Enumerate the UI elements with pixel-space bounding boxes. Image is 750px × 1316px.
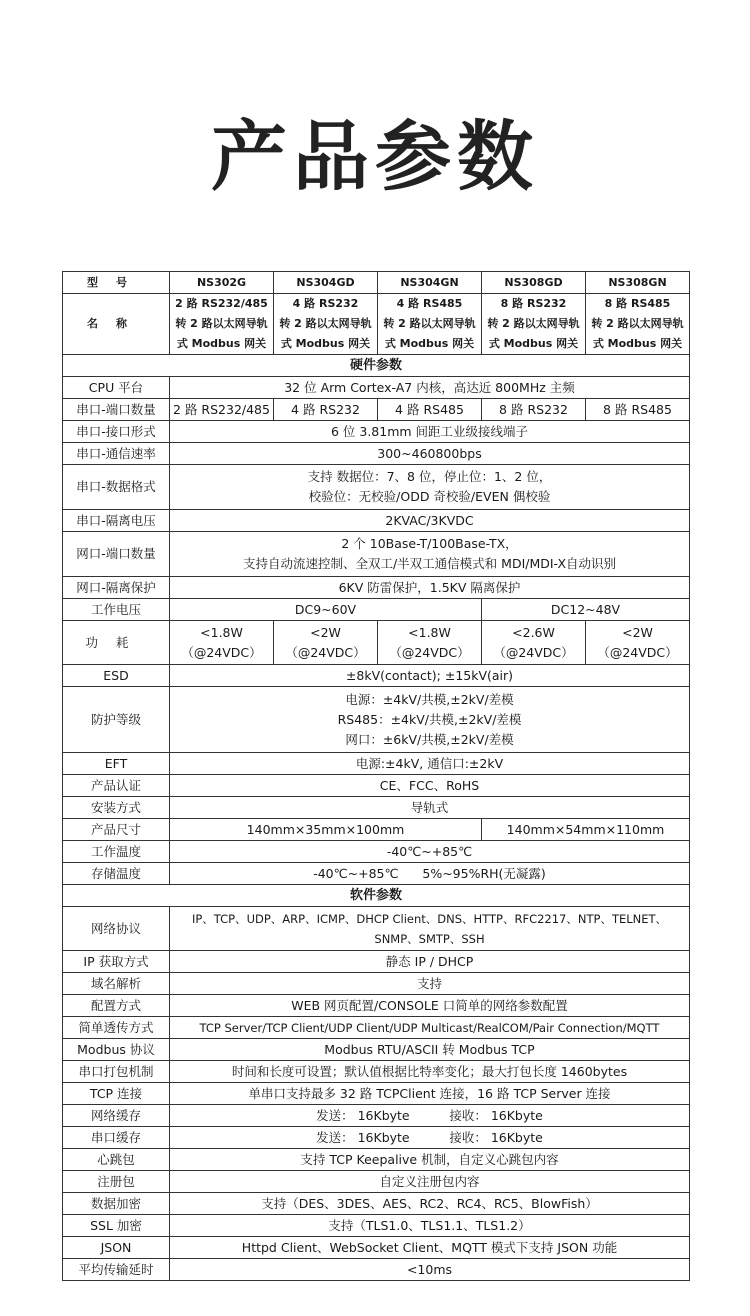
model-ns302g: NS302G	[170, 272, 274, 294]
serial-ports-ns304gd: 4 路 RS232	[274, 399, 378, 421]
row-storage-temp	[63, 863, 690, 885]
voltage-value-2: DC12~48V	[482, 599, 690, 621]
name-ns308gn: 8 路 RS485 转 2 路以太网导轨 式 Modbus 网关	[586, 294, 690, 355]
name-row	[63, 294, 690, 355]
row-serial-buffer	[63, 1127, 690, 1149]
page-title: 产品参数	[211, 112, 539, 201]
packing-value: 时间和长度可设置；默认值根据比特率变化；最大打包长度 1460bytes	[170, 1061, 690, 1083]
hardware-section-title: 硬件参数	[63, 355, 690, 377]
serial-ports-label: 串口-端口数量	[63, 399, 170, 421]
protection-value: 电源：±4kV/共模,±2kV/差模 RS485：±4kV/共模,±2kV/差模 网口：±6kV/共模,±2kV/差模	[170, 687, 690, 753]
size-label: 产品尺寸	[63, 819, 170, 841]
register-value: 自定义注册包内容	[170, 1171, 690, 1193]
voltage-value-1: DC9~60V	[170, 599, 482, 621]
power-ns302g: <1.8W （@24VDC）	[170, 621, 274, 665]
net-ports-label: 网口-端口数量	[63, 532, 170, 577]
row-ssl	[63, 1215, 690, 1237]
row-serial-ports	[63, 399, 690, 421]
voltage-label: 工作电压	[63, 599, 170, 621]
row-net-buffer	[63, 1105, 690, 1127]
cpu-label: CPU 平台	[63, 377, 170, 399]
esd-value: ±8kV(contact); ±15kV(air)	[170, 665, 690, 687]
power-ns304gd: <2W （@24VDC）	[274, 621, 378, 665]
modbus-label: Modbus 协议	[63, 1039, 170, 1061]
certification-value: CE、FCC、RoHS	[170, 775, 690, 797]
serial-interface-label: 串口-接口形式	[63, 421, 170, 443]
tcp-conn-value: 单串口支持最多 32 路 TCPClient 连接，16 路 TCP Server 连接	[170, 1083, 690, 1105]
row-tcp-conn	[63, 1083, 690, 1105]
power-label: 功耗	[63, 621, 170, 665]
net-ports-value: 2 个 10Base-T/100Base-TX， 支持自动流速控制、全双工/半双工通信模式和 MDI/MDI-X自动识别	[170, 532, 690, 577]
ssl-value: 支持（TLS1.0、TLS1.1、TLS1.2）	[170, 1215, 690, 1237]
packing-label: 串口打包机制	[63, 1061, 170, 1083]
row-size	[63, 819, 690, 841]
cpu-value: 32 位 Arm Cortex-A7 内核，高达近 800MHz 主频	[170, 377, 690, 399]
software-section-row	[63, 885, 690, 907]
name-ns304gd: 4 路 RS232 转 2 路以太网导轨 式 Modbus 网关	[274, 294, 378, 355]
serial-buffer-label: 串口缓存	[63, 1127, 170, 1149]
modbus-value: Modbus RTU/ASCII 转 Modbus TCP	[170, 1039, 690, 1061]
work-temp-label: 工作温度	[63, 841, 170, 863]
row-packing	[63, 1061, 690, 1083]
esd-label: ESD	[63, 665, 170, 687]
model-ns308gn: NS308GN	[586, 272, 690, 294]
heartbeat-value: 支持 TCP Keepalive 机制，自定义心跳包内容	[170, 1149, 690, 1171]
register-label: 注册包	[63, 1171, 170, 1193]
row-protection	[63, 687, 690, 753]
storage-temp-label: 存储温度	[63, 863, 170, 885]
size-value-2: 140mm×54mm×110mm	[482, 819, 690, 841]
serial-buffer-value: 发送： 16Kbyte 接收： 16Kbyte	[170, 1127, 690, 1149]
protocols-value: IP、TCP、UDP、ARP、ICMP、DHCP Client、DNS、HTTP、RFC2217、NTP、TELNET、 SNMP、SMTP、SSH	[170, 907, 690, 951]
json-value: Httpd Client、WebSocket Client、MQTT 模式下支持 JSON 功能	[170, 1237, 690, 1259]
model-ns304gn: NS304GN	[378, 272, 482, 294]
serial-format-label: 串口-数据格式	[63, 465, 170, 510]
serial-isolation-value: 2KVAC/3KVDC	[170, 510, 690, 532]
certification-label: 产品认证	[63, 775, 170, 797]
ip-mode-value: 静态 IP / DHCP	[170, 951, 690, 973]
encryption-label: 数据加密	[63, 1193, 170, 1215]
serial-baud-label: 串口-通信速率	[63, 443, 170, 465]
row-config	[63, 995, 690, 1017]
protocols-label: 网络协议	[63, 907, 170, 951]
eft-value: 电源:±4kV, 通信口:±2kV	[170, 753, 690, 775]
model-label: 型号	[63, 272, 170, 294]
software-section-title: 软件参数	[63, 885, 690, 907]
serial-ports-ns308gd: 8 路 RS232	[482, 399, 586, 421]
row-modbus	[63, 1039, 690, 1061]
serial-baud-value: 300~460800bps	[170, 443, 690, 465]
ip-mode-label: IP 获取方式	[63, 951, 170, 973]
row-ip-mode	[63, 951, 690, 973]
row-esd	[63, 665, 690, 687]
json-label: JSON	[63, 1237, 170, 1259]
tcp-conn-label: TCP 连接	[63, 1083, 170, 1105]
row-certification	[63, 775, 690, 797]
row-net-protection	[63, 577, 690, 599]
power-ns304gn: <1.8W （@24VDC）	[378, 621, 482, 665]
row-eft	[63, 753, 690, 775]
net-protection-label: 网口-隔离保护	[63, 577, 170, 599]
dns-label: 域名解析	[63, 973, 170, 995]
row-net-ports	[63, 532, 690, 577]
name-ns308gd: 8 路 RS232 转 2 路以太网导轨 式 Modbus 网关	[482, 294, 586, 355]
row-work-temp	[63, 841, 690, 863]
row-mounting	[63, 797, 690, 819]
size-value-1: 140mm×35mm×100mm	[170, 819, 482, 841]
transparent-value: TCP Server/TCP Client/UDP Client/UDP Multicast/RealCOM/Pair Connection/MQTT	[170, 1017, 690, 1039]
mounting-label: 安装方式	[63, 797, 170, 819]
config-value: WEB 网页配置/CONSOLE 口简单的网络参数配置	[170, 995, 690, 1017]
serial-ports-ns304gn: 4 路 RS485	[378, 399, 482, 421]
config-label: 配置方式	[63, 995, 170, 1017]
model-row	[63, 272, 690, 294]
protection-label: 防护等级	[63, 687, 170, 753]
power-ns308gd: <2.6W （@24VDC）	[482, 621, 586, 665]
net-protection-value: 6KV 防雷保护，1.5KV 隔离保护	[170, 577, 690, 599]
serial-isolation-label: 串口-隔离电压	[63, 510, 170, 532]
row-serial-format	[63, 465, 690, 510]
row-power	[63, 621, 690, 665]
row-register	[63, 1171, 690, 1193]
transparent-label: 简单透传方式	[63, 1017, 170, 1039]
model-ns304gd: NS304GD	[274, 272, 378, 294]
serial-format-value: 支持 数据位：7、8 位，停止位：1、2 位， 校验位：无校验/ODD 奇校验/EVEN 偶校验	[170, 465, 690, 510]
encryption-value: 支持（DES、3DES、AES、RC2、RC4、RC5、BlowFish）	[170, 1193, 690, 1215]
ssl-label: SSL 加密	[63, 1215, 170, 1237]
serial-ports-ns302g: 2 路 RS232/485	[170, 399, 274, 421]
row-serial-isolation	[63, 510, 690, 532]
name-ns304gn: 4 路 RS485 转 2 路以太网导轨 式 Modbus 网关	[378, 294, 482, 355]
row-protocols	[63, 907, 690, 951]
spec-table	[62, 271, 690, 1281]
name-label: 名称	[63, 294, 170, 355]
hardware-section-row	[63, 355, 690, 377]
dns-value: 支持	[170, 973, 690, 995]
row-serial-interface	[63, 421, 690, 443]
power-ns308gn: <2W （@24VDC）	[586, 621, 690, 665]
serial-ports-ns308gn: 8 路 RS485	[586, 399, 690, 421]
latency-value: <10ms	[170, 1259, 690, 1281]
storage-temp-value: -40℃~+85℃ 5%~95%RH(无凝露)	[170, 863, 690, 885]
row-encryption	[63, 1193, 690, 1215]
name-ns302g: 2 路 RS232/485 转 2 路以太网导轨 式 Modbus 网关	[170, 294, 274, 355]
row-json	[63, 1237, 690, 1259]
net-buffer-label: 网络缓存	[63, 1105, 170, 1127]
mounting-value: 导轨式	[170, 797, 690, 819]
row-cpu	[63, 377, 690, 399]
row-heartbeat	[63, 1149, 690, 1171]
row-serial-baud	[63, 443, 690, 465]
latency-label: 平均传输延时	[63, 1259, 170, 1281]
row-voltage	[63, 599, 690, 621]
row-transparent	[63, 1017, 690, 1039]
work-temp-value: -40℃~+85℃	[170, 841, 690, 863]
serial-interface-value: 6 位 3.81mm 间距工业级接线端子	[170, 421, 690, 443]
model-ns308gd: NS308GD	[482, 272, 586, 294]
row-dns	[63, 973, 690, 995]
heartbeat-label: 心跳包	[63, 1149, 170, 1171]
eft-label: EFT	[63, 753, 170, 775]
net-buffer-value: 发送： 16Kbyte 接收： 16Kbyte	[170, 1105, 690, 1127]
row-latency	[63, 1259, 690, 1281]
